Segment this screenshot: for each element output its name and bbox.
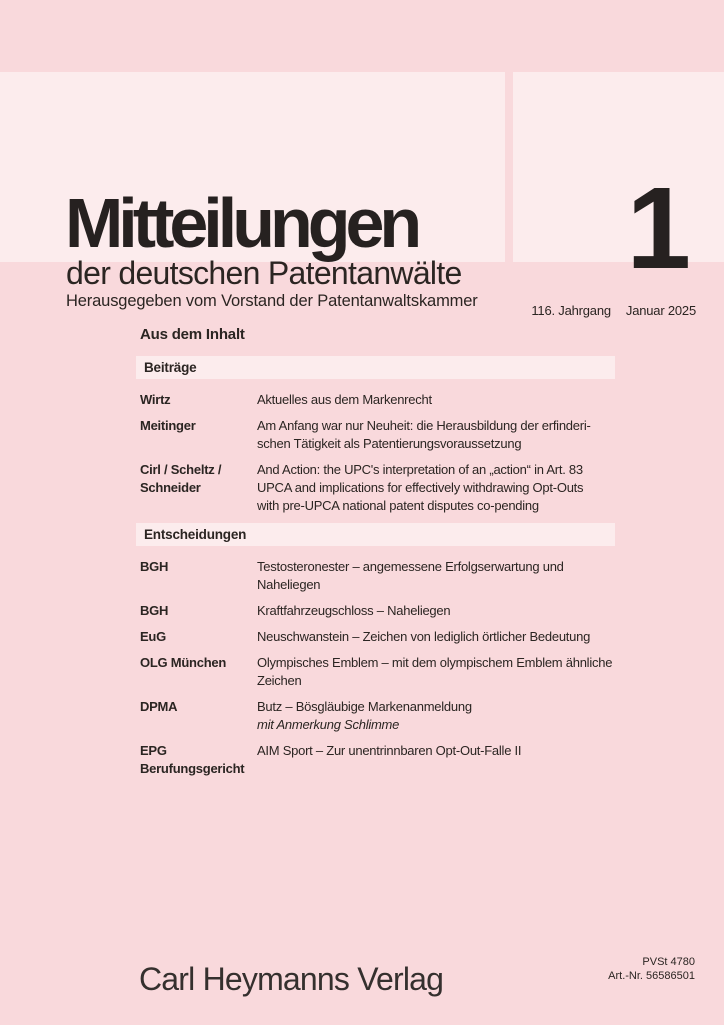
- entry-title: AIM Sport – Zur unentrinnbaren Opt-Out-Falle II: [257, 743, 522, 758]
- journal-subtitle: der deutschen Patentanwälte: [66, 255, 462, 291]
- article-number: Art.-Nr. 56586501: [608, 970, 695, 982]
- toc-entry: [140, 698, 615, 734]
- toc-entry: [140, 742, 615, 778]
- entry-author: Meitinger: [140, 418, 196, 433]
- contents-heading: Aus dem Inhalt: [140, 326, 245, 343]
- section-header: Entscheidungen: [136, 523, 615, 546]
- postal-codes: [608, 955, 695, 983]
- entry-title: Neuschwanstein – Zeichen von lediglich örtlicher Bedeutung: [257, 629, 591, 644]
- table-of-contents: [136, 320, 615, 786]
- entry-author: EPG Berufungsgericht: [140, 743, 245, 776]
- toc-entry: [140, 417, 615, 453]
- entry-author: Wirtz: [140, 392, 171, 407]
- contents-sections: [136, 356, 615, 778]
- masthead-panel: [0, 72, 505, 310]
- entry-title: Testosteronester – angemessene Erfolgserwartung und Naheliegen: [257, 559, 564, 592]
- entry-title: Butz – Bösgläubige Markenanmeldung mit Anmerkung Schlimme: [257, 698, 615, 734]
- entry-author: BGH: [140, 559, 169, 574]
- toc-entry: [140, 461, 615, 515]
- publisher-name: Carl Heymanns Verlag: [139, 961, 444, 997]
- entry-author: EuG: [140, 629, 166, 644]
- issue-date: Januar 2025: [625, 303, 696, 318]
- entry-title: And Action: the UPC's interpretation of an „action“ in Art. 83 UPCA and implications for effectively withdrawing Opt-Outs with pre-UPCA national patent disputes co-pending: [257, 462, 584, 513]
- toc-entry: [140, 654, 615, 690]
- volume-date-line: [531, 303, 696, 318]
- entry-author: Cirl / Scheltz / Schneider: [140, 462, 222, 495]
- entry-title: Olympisches Emblem – mit dem olympischem Emblem ähnliche Zeichen: [257, 655, 613, 688]
- toc-entry: [140, 628, 615, 646]
- entry-note: mit Anmerkung Schlimme: [257, 717, 400, 732]
- entry-title: Aktuelles aus dem Markenrecht: [257, 392, 432, 407]
- issue-number: 1: [626, 163, 691, 293]
- volume-label: 116. Jahrgang: [531, 303, 611, 318]
- entry-author: OLG München: [140, 655, 227, 670]
- issue-panel: [513, 72, 724, 318]
- entry-title: Kraftfahrzeugschloss – Naheliegen: [257, 603, 451, 618]
- pvst-code: PVSt 4780: [642, 956, 695, 968]
- toc-entry: [140, 391, 615, 409]
- journal-publisher-line: Herausgegeben vom Vorstand der Patentanwaltskammer: [66, 292, 478, 310]
- section-header: Beiträge: [136, 356, 615, 379]
- toc-entry: [140, 558, 615, 594]
- journal-title: Mitteilungen: [65, 184, 418, 262]
- entry-author: BGH: [140, 603, 169, 618]
- entry-title: Am Anfang war nur Neuheit: die Herausbildung der erfinderi- schen Tätigkeit als Patentierungsvoraussetzung: [257, 418, 591, 451]
- entry-author: DPMA: [140, 699, 178, 714]
- toc-entry: [140, 602, 615, 620]
